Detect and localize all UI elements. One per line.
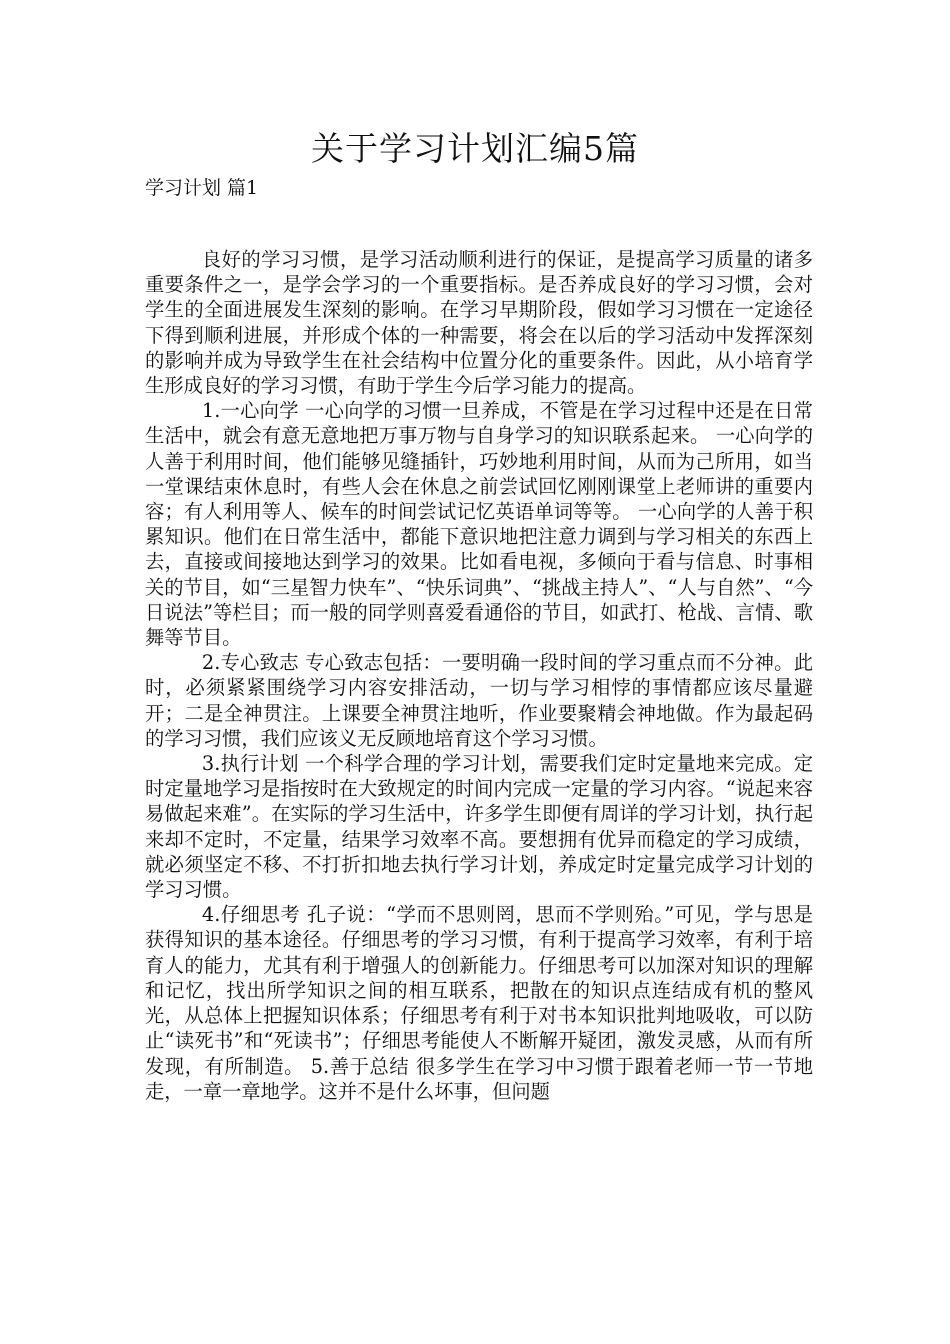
paragraph-point-3: 3.执行计划 一个科学合理的学习计划，需要我们定时定量地来完成。定时定量地学习是指按时在大致规定的时间内完成一定量的学习内容。“说起来容易做起来难”。在实际的学习生活中，许多学生即便有周详的学习计划，执行起来却不定时，不定量，结果学习效率不高。要想拥有优异而稳定的学习成绩，就必须坚定不移、不打折扣地去执行学习计划，养成定时定量完成学习计划的学习习惯。 xyxy=(145,752,813,902)
paragraph-point-2: 2.专心致志 专心致志包括：一要明确一段时间的学习重点而不分神。此时，必须紧紧围绕学习内容安排活动，一切与学习相悖的事情都应该尽量避开；二是全神贯注。上课要全神贯注地听，作业要聚精会神地做。作为最起码的学习习惯，我们应该义无反顾地培育这个学习习惯。 xyxy=(145,651,813,750)
section-heading: 学习计划 篇1 xyxy=(145,177,259,199)
paragraph-intro: 良好的学习习惯，是学习活动顺利进行的保证，是提高学习质量的诸多重要条件之一，是学会学习的一个重要指标。是否养成良好的学习习惯，会对学生的全面进展发生深刻的影响。在学习早期阶段，假如学习习惯在一定途径下得到顺利进展，并形成个体的一种需要，将会在以后的学习活动中发挥深刻的影响并成为导致学生在社会结构中位置分化的重要条件。因此，从小培育学生形成良好的学习习惯，有助于学生今后学习能力的提高。 xyxy=(145,248,813,398)
document-body xyxy=(145,247,813,1104)
paragraph-point-4: 4.仔细思考 孔子说：“学而不思则罔，思而不学则殆。”可见，学与思是获得知识的基本途径。仔细思考的学习习惯，有利于提高学习效率，有利于培育人的能力，尤其有利于增强人的创新能力。仔细思考可以加深对知识的理解和记忆，找出所学知识之间的相互联系，把散在的知识点连结成有机的整风光，从总体上把握知识体系；仔细思考有利于对书本知识批判地吸收，可以防止“读死书”和“死读书”；仔细思考能使人不断解开疑团，激发灵感，从而有所发现，有所制造。 5.善于总结 很多学生在学习中习惯于跟着老师一节一节地走，一章一章地学。这并不是什么坏事，但问题 xyxy=(145,903,813,1103)
paragraph-point-1: 1.一心向学 一心向学的习惯一旦养成，不管是在学习过程中还是在日常生活中，就会有意无意地把万事万物与自身学习的知识联系起来。 一心向学的人善于利用时间，他们能够见缝插针，巧妙地利用时间，从而为己所用，如当一堂课结束休息时，有些人会在休息之前尝试回忆刚刚课堂上老师讲的重要内容；有人利用等人、候车的时间尝试记忆英语单词等等。 一心向学的人善于积累知识。他们在日常生活中，都能下意识地把注意力调到与学习相关的东西上去，直接或间接地达到学习的效果。比如看电视，多倾向于看与信息、时事相关的节目，如“三星智力快车”、“快乐词典”、“挑战主持人”、“人与自然”、“今日说法”等栏目；而一般的同学则喜爱看通俗的节目，如武打、枪战、言情、歌舞等节目。 xyxy=(145,399,813,650)
document-title: 关于学习计划汇编5篇 xyxy=(311,129,639,168)
